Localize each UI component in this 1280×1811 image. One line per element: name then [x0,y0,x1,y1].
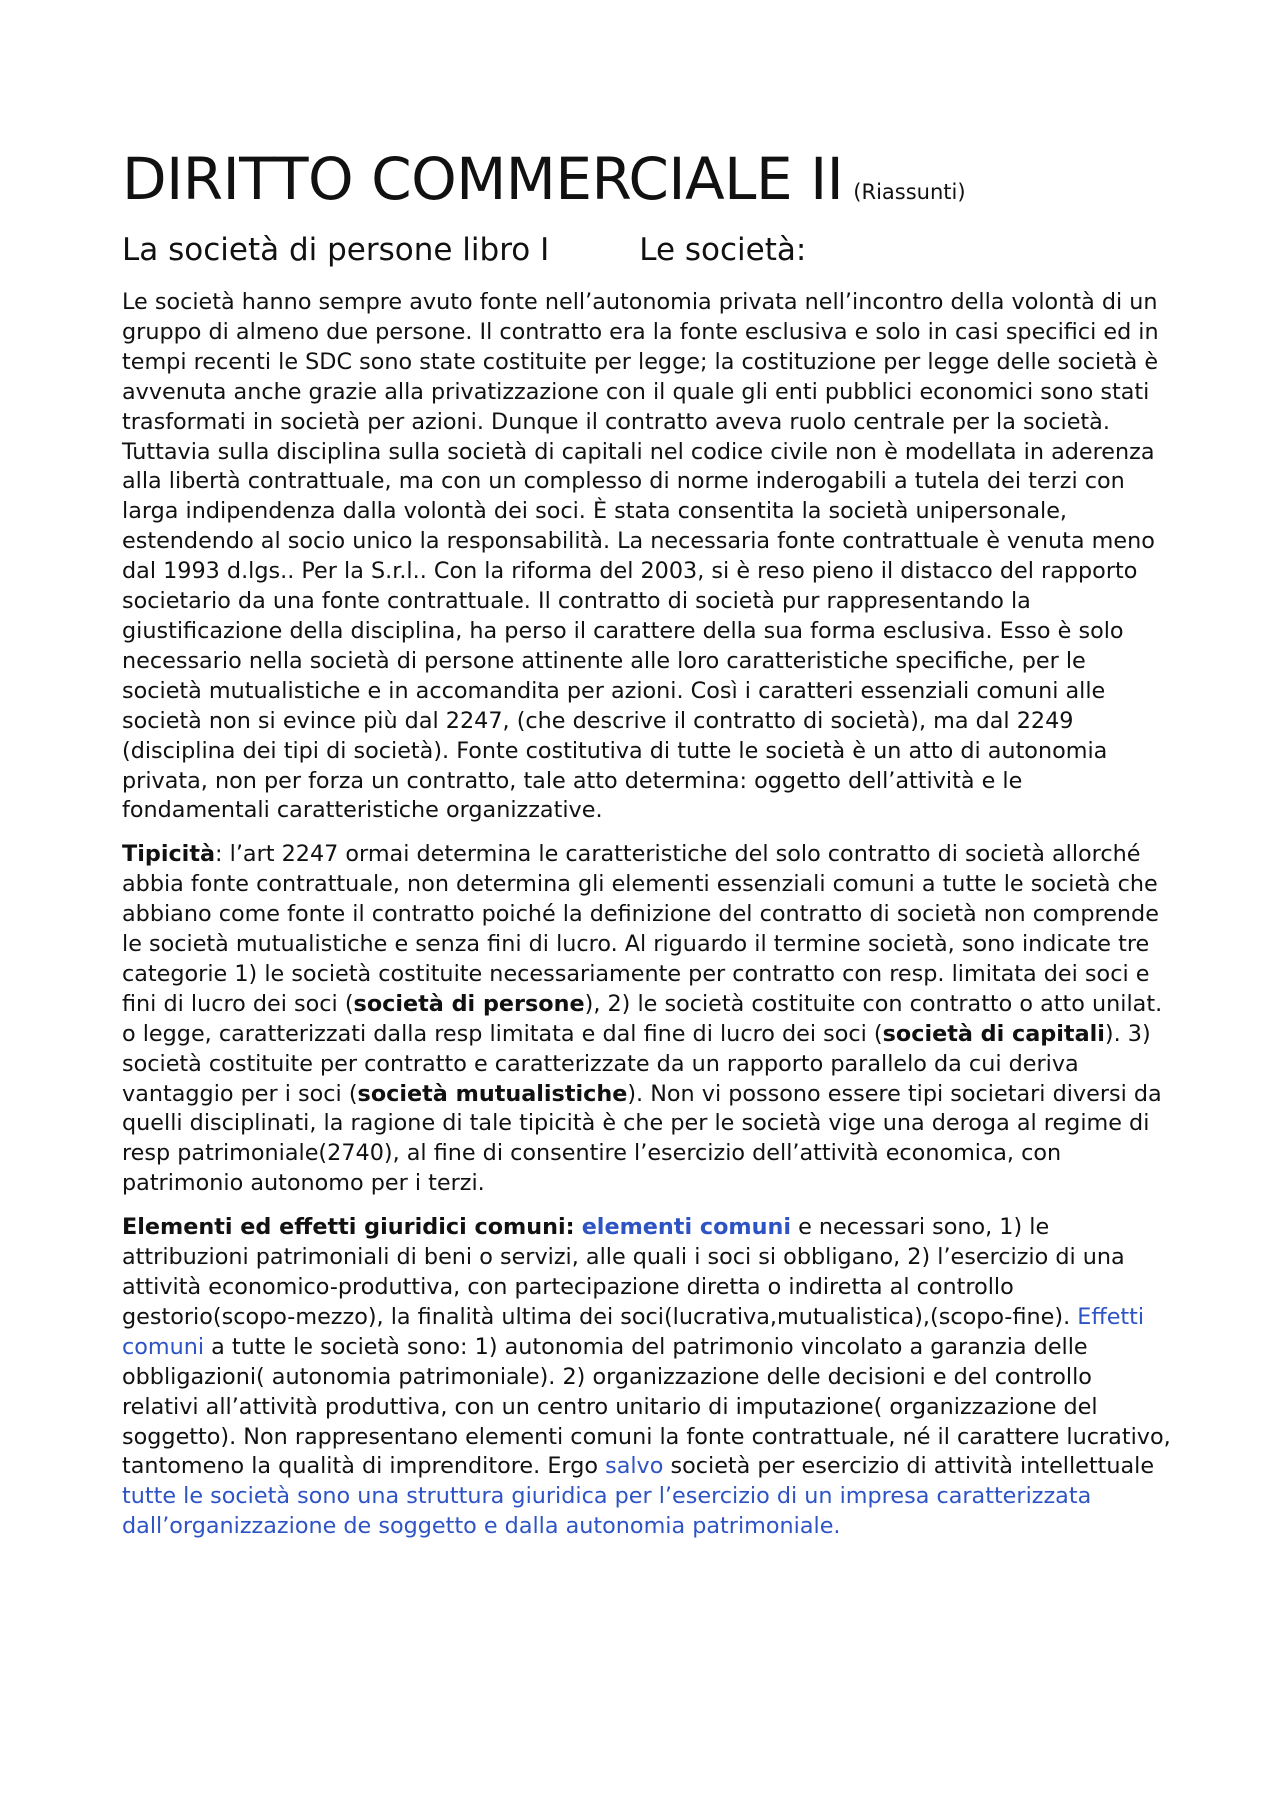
highlight-salvo: salvo [605,1453,664,1480]
highlight-elementi-comuni: elementi comuni [581,1214,792,1241]
paragraph-tipicita: Tipicità: l’art 2247 ormai determina le caratteristiche del solo contratto di società allorché abbia fonte contrattuale, non determina gli elementi essenziali comuni a tutte le società che abbiano come fonte il contratto poiché la definizione del contratto di società non comprende le società mutualistiche e senza fini di lucro. Al riguardo il termine società, sono indicate tre categorie 1) le società costituite necessariamente per contratto con resp. limitata dei soci e fini di lucro dei soci (società di persone), 2) le società costituite con contratto o atto unilat. o legge, caratterizzati dalla resp limitata e dal fine di lucro dei soci (società di capitali). 3) società costituite per contratto e caratterizzate da un rapporto parallelo da cui deriva vantaggio per i soci (società mutualistiche). Non vi possono essere tipi societari diversi da quelli disciplinati, la ragione di tale tipicità è che per le società vige una deroga al regime di resp patrimoniale(2740), al fine di consentire l’esercizio dell’attività economica, con patrimonio autonomo per i terzi. [122,841,1163,1197]
paragraph-elementi: Elementi ed effetti giuridici comuni: elementi comuni e necessari sono, 1) le attribuzioni patrimoniali di beni o servizi, alle quali i soci si obbligano, 2) l’esercizio di una attività economico-produttiva, con partecipazione diretta o indiretta al controllo gestorio(scopo-mezzo), la finalità ultima dei soci(lucrativa,mutualistica),(scopo-fine). Effetti comuni a tutte le società sono: 1) autonomia del patrimonio vincolato a garanzia delle obbligazioni( autonomia patrimoniale). 2) organizzazione delle decisioni e del controllo relativi all’attività produttiva, con un centro unitario di imputazione( organizzazione del soggetto). Non rappresentano elementi comuni la fonte contrattuale, né il carattere lucrativo, tantomeno la qualità di imprenditore. Ergo salvo società per esercizio di attività intellettuale tutte le società sono una struttura giuridica per l’esercizio di un impresa caratterizzata dall’organizzazione de soggetto e dalla autonomia patrimoniale. [122,1214,1171,1540]
section-heading-right: Le società: [639,232,807,268]
highlight-effetti-comuni: Effetti comuni [122,1303,1145,1360]
paragraph-intro: Le società hanno sempre avuto fonte nell’autonomia privata nell’incontro della volontà di un gruppo di almeno due persone. Il contratto era la fonte esclusiva e solo in casi specifici ed in tempi recenti le SDC sono state costituite per legge; la costituzione per legge delle società è avvenuta anche grazie alla privatizzazione con il quale gli enti pubblici economici sono stati trasformati in società per azioni. Dunque il contratto aveva ruolo centrale per la società. Tuttavia sulla disciplina sulla società di capitali nel codice civile non è modellata in aderenza alla libertà contrattuale, ma con un complesso di norme inderogabili a tutela dei terzi con larga indipendenza dalla volontà dei soci. È stata consentita la società unipersonale, estendendo al socio unico la responsabilità. La necessaria fonte contrattuale è venuta meno dal 1993 d.lgs.. Per la S.r.l.. Con la riforma del 2003, si è reso pieno il distacco del rapporto societario da una fonte contrattuale. Il contratto di società pur rappresentando la giustificazione della disciplina, ha perso il carattere della sua forma esclusiva. Esso è solo necessario nella società di persone attinente alle loro caratteristiche specifiche, per le società mutualistiche e in accomandita per azioni. Così i caratteri essenziali comuni alle società non si evince più dal 2247, (che descrive il contratto di società), ma dal 2249 (disciplina dei tipi di società). Fonte costitutiva di tutte le società è un atto di autonomia privata, non per forza un contratto, tale atto determina: oggetto dell’attività e le fondamentali caratteristiche organizzative. [122,289,1159,824]
section-heading-left: La società di persone libro I [122,232,550,268]
section-heading-row [122,232,1172,268]
elementi-lead: Elementi ed effetti giuridici comuni: [122,1214,575,1241]
page-title: DIRITTO COMMERCIALE II [122,145,844,213]
term-societa-di-capitali: società di capitali [882,1020,1105,1047]
term-societa-mutualistiche: società mutualistiche [357,1080,628,1107]
term-societa-di-persone: società di persone [353,990,585,1017]
highlight-conclusion: tutte le società sono una struttura giuridica per l’esercizio di un impresa caratterizzata dall’organizzazione de soggetto e dalla autonomia patrimoniale. [122,1483,1092,1540]
title-note: (Riassunti) [853,180,966,204]
title-row [122,145,1172,213]
document-body [122,145,1172,1556]
tipicita-lead: Tipicità [122,841,216,868]
